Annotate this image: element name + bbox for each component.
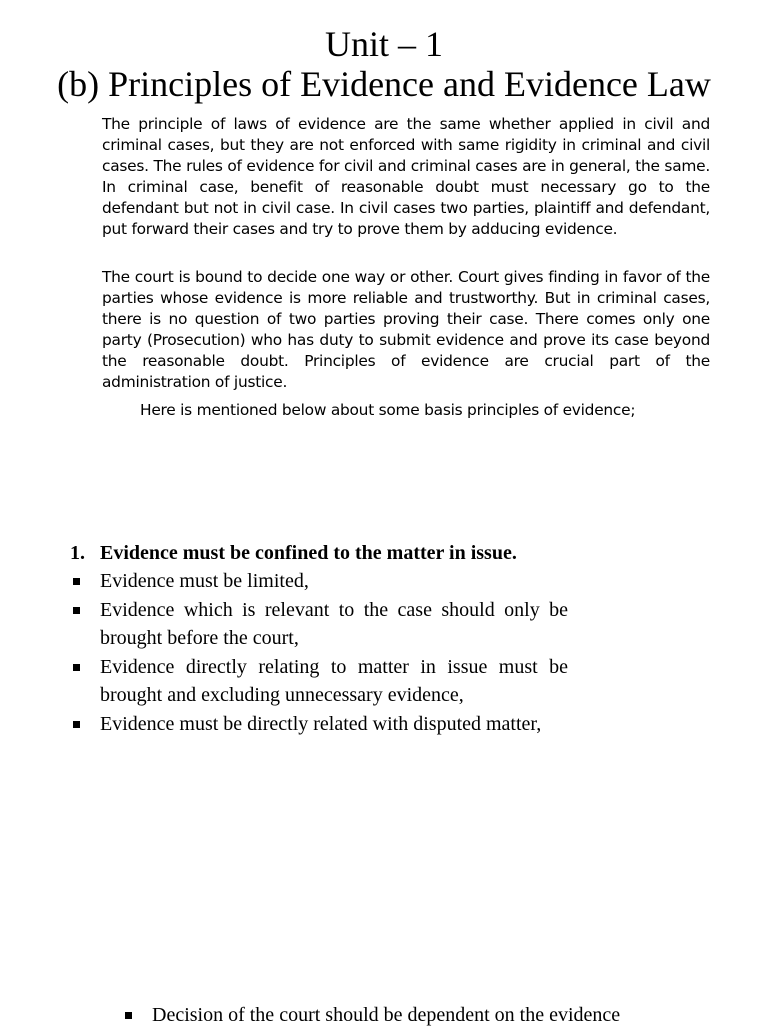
square-bullet-icon xyxy=(73,607,80,614)
paragraph-court-decision: The court is bound to decide one way or other. Court gives finding in favor of the parties whose evidence is more reliable and trustworthy. But in criminal cases, there is no question of two parties proving their case. There comes only one party (Prosecution) who has duty to submit evidence and prove its case beyond the reasonable doubt. Principles of evidence are crucial part of the administration of justice. xyxy=(102,268,710,391)
list-item xyxy=(70,653,568,710)
unit-title: Unit – 1 xyxy=(324,24,443,64)
bullet-text: Decision of the court should be dependent on the evidence xyxy=(152,1004,621,1026)
paragraph-intro-principles: Here is mentioned below about some basis principles of evidence; xyxy=(140,401,636,419)
bullet-text: Evidence must be directly related with disputed matter, xyxy=(100,712,542,735)
square-bullet-icon xyxy=(73,664,80,671)
list-item xyxy=(70,710,568,739)
bullet-text: Evidence must be limited, xyxy=(100,570,309,592)
cut-off-bullet xyxy=(122,1001,620,1029)
square-bullet-icon xyxy=(73,721,80,728)
bullet-text: Evidence directly relating to matter in issue must be brought and excluding unnecessary evidence, xyxy=(100,655,568,706)
principle-bullet-list xyxy=(70,567,568,738)
principle-heading xyxy=(70,539,568,568)
list-item xyxy=(70,567,568,596)
principle-number: 1. xyxy=(70,542,85,564)
section-title: (b) Principles of Evidence and Evidence Law xyxy=(57,64,711,104)
paragraph-civil-criminal: The principle of laws of evidence are the same whether applied in civil and criminal cases, but they are not enforced with same rigidity in criminal and civil cases. The rules of evidence for civil and criminal cases are in general, the same. In criminal case, benefit of reasonable doubt must necessary go to the defendant but not in civil case. In civil cases two parties, plaintiff and defendant, put forward their cases and try to prove them by adducing evidence. xyxy=(102,115,710,238)
bullet-text: Evidence which is relevant to the case should only be brought before the court, xyxy=(100,598,568,649)
title-block xyxy=(0,24,768,104)
square-bullet-icon xyxy=(125,1012,132,1019)
square-bullet-icon xyxy=(73,578,80,585)
principle-heading-text: Evidence must be confined to the matter in issue. xyxy=(100,542,517,564)
list-item xyxy=(70,596,568,653)
